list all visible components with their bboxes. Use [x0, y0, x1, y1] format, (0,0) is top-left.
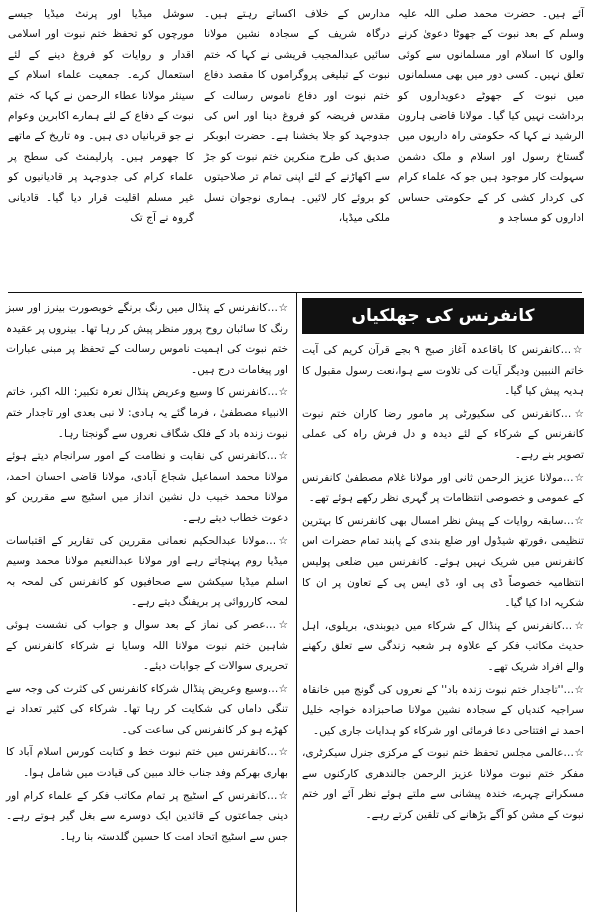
highlight-item: ☆…کانفرنس کی سکیورٹی پر مامور رضا کاران ختم نبوت کانفرنس کے شرکاء کے لئے دیدہ و دل فرش راہ کی عملی تصویر بنے رہے۔	[302, 407, 584, 461]
highlight-item: ☆…کانفرنس کا باقاعدہ آغاز صبح ۹ بجے قرآن کریم کی آیت خاتم النبیین ودیگر آیات کی تلاوت سے ہوا،نعت رسول مقبول کا ہدیہ پیش کیا گیا۔	[302, 344, 584, 398]
highlight-item: ☆…سابقہ روایات کے پیش نظر امسال بھی کانفرنس کا بہترین تنظیمی ،فورتھ شیڈول اور ضلع بندی کے پابند تمام حضرات اس کانفرنس میں شریک نہیں ہوئے۔ کانفرنس میں ضلعی پولیس انتظامیہ خصوصاً ڈی پی او، ڈی ایس پی کے تعاون پر ان کا شکریہ ادا کیا گیا۔	[302, 514, 584, 610]
article-text: آئے ہیں۔ حضرت محمد صلی اللہ علیہ وسلم کے بعد نبوت کے جھوٹا دعویٰ کرنے والوں کا اسلام اور مسلمانوں سے کوئی تعلق نہیں۔ کسی دور میں بھی مسلمانوں میں نبوت کے جھوٹے دعویداروں کو برداشت نہیں کیا گیا۔ مولانا قاضی ہارون الرشید نے کہا کہ حکومتی راہ داریوں میں گستاخ رسول اور اسلام و ملک دشمن سہولت کار موجود ہیں جو کہ علماء کرام کی کردار کشی کر کے حکومتی حساس اداروں کو مساجد و	[398, 8, 584, 225]
highlights-continued-column	[6, 298, 288, 849]
highlights-column	[302, 298, 584, 828]
highlight-item: ☆…کانفرنس کی نقابت و نظامت کے امور سرانجام دیتے ہوئے مولانا محمد اسماعیل شجاع آبادی، مولانا قاضی احسان احمد، مولانا محمد خبیب دل نشین انداز میں اسٹیج سے مقررین کو دعوت خطاب دیتے رہے۔	[6, 450, 288, 524]
highlight-item: ☆…عصر کی نماز کے بعد سوال و جواب کی نشست ہوئی شاہین ختم نبوت مولانا اللہ وسایا نے شرکاء کانفرنس کے تحریری سوالات کے جوابات دیئے۔	[6, 618, 288, 673]
vertical-divider	[296, 292, 297, 912]
article-column-right	[398, 4, 584, 286]
highlight-item: ☆…''تاجدار ختم نبوت زندہ باد'' کے نعروں کی گونج میں خانقاہ سراجیہ کندیاں کے سجادہ نشین مولانا صاحبزادہ خواجہ خلیل احمد نے افتتاحی دعا فرمائی اور شرکاء کو ہدایات جاری کیں۔	[302, 683, 584, 737]
highlight-item: ☆…کانفرنس میں ختم نبوت خط و کتابت کورس اسلام آباد کا بھاری بھرکم وفد جناب خالد مبین کی قیادت میں شامل ہوا۔	[6, 746, 288, 780]
highlight-item: ☆…کانفرنس کے اسٹیج پر تمام مکاتب فکر کے علماء کرام اور دینی جماعتوں کے قائدین ایک دوسرے سے بغل گیر ہوتے رہے۔ جس سے اسٹیج اتحاد امت کا حسین گلدستہ بنا رہا۔	[6, 789, 288, 843]
highlight-item: ☆…کانفرنس کے پنڈال کے شرکاء میں دیوبندی، بریلوی، اہل حدیث مکاتب فکر کے علاوہ ہر شعبہ زندگی سے تعلق رکھنے والے افراد شریک تھے۔	[302, 619, 584, 673]
horizontal-divider	[8, 292, 582, 293]
article-column-left	[8, 4, 194, 286]
article-text: مدارس کے خلاف اکساتے رہتے ہیں۔ درگاہ شریف کے سجادہ نشین مولانا سائیں عبدالمجیب قریشی نے کہا کہ ختم نبوت کے تبلیغی پروگراموں کا مقصد دفاع ختم نبوت اور دفاع ناموس رسالت کے مقدس فریضہ کو فروغ دینا اور اس کی جدوجہد کو جلا بخشنا ہے۔ حضرت ابوبکر صدیق کی طرح منکرین ختم نبوت کو جڑ سے اکھاڑنے کے لئے اپنی تمام تر صلاحیتوں کو بروئے کار لائیں۔ ہماری نوجوان نسل ملکی میڈیا،	[204, 8, 390, 225]
highlight-item: ☆…کانفرنس کا وسیع وعریض پنڈال نعرہ تکبیر: اللہ اکبر، خاتم الانبیاء مصطفیٰ ، فرما گئے یہ ہادی: لا نبی بعدی اور تاجدار ختم نبوت زندہ باد کے فلک شگاف نعروں سے گونجتا رہا۔	[6, 386, 288, 440]
section-heading: کانفرنس کی جھلکیاں	[302, 298, 584, 334]
highlight-item: ☆…کانفرنس کے پنڈال میں رنگ برنگے خوبصورت بینرز اور سبز رنگ کا سائبان روح پرور منظر پیش کر رہا تھا۔ بینروں پر عقیدہ ختم نبوت کی اہمیت ناموس رسالت کے تحفظ پر مبنی عبارات اور پیغامات درج ہیں۔	[6, 302, 288, 376]
article-column-middle	[204, 4, 390, 286]
highlight-item: ☆…مولانا عزیز الرحمن ثانی اور مولانا غلام مصطفیٰ کانفرنس کے عمومی و خصوصی انتظامات پر گہری نظر رکھے ہوئے تھے۔	[302, 471, 584, 505]
article-text: سوشل میڈیا اور پرنٹ میڈیا جیسے مورچوں کو تحفظ ختم نبوت اور اسلامی اقدار و روایات کو فروغ دینے کے لئے استعمال کرے۔ جمعیت علماء اسلام کے سینئر مولانا عطاء الرحمن نے کہا کہ ختم نبوت کے دفاع کے لئے ہمارے اکابرین وعوام نے جو قربانیاں دی ہیں۔ وہ تاریخ کے ماتھے کا جھومر ہیں۔ پارلیمنٹ کی سطح پر علماء کرام کی جدوجہد پر قادیانیوں کو غیر مسلم اقلیت قرار دیا گیا۔ قادیانی گروہ نے آج تک	[8, 8, 194, 225]
highlight-item: ☆…عالمی مجلس تحفظ ختم نبوت کے مرکزی جنرل سیکرٹری، مفکر ختم نبوت مولانا عزیز الرحمن جالندھری کارکنوں سے مسکراتے چہرے، خندہ پیشانی سے ملتے ہوئے نظر آئے اور ختم نبوت کے مشن کو آگے بڑھانے کی تلقین کرتے رہے۔	[302, 747, 584, 822]
highlight-item: ☆…مولانا عبدالحکیم نعمانی مقررین کی تقاریر کے اقتباسات میڈیا روم پہنچاتے رہے اور مولانا عبدالنعیم مولانا محمد وسیم اسلم میڈیا سیکشن سے صحافیوں کو کانفرنس کی لمحہ بہ لمحہ کارروائی پر بریفنگ دیتے رہے۔	[6, 534, 288, 609]
highlight-item: ☆…وسیع وعریض پنڈال شرکاء کانفرنس کی کثرت کی وجہ سے تنگی داماں کی شکایت کر رہا تھا۔ شرکاء کی کثیر تعداد نے کھڑے ہو کر کانفرنس کی ساعت کی۔	[6, 682, 288, 736]
